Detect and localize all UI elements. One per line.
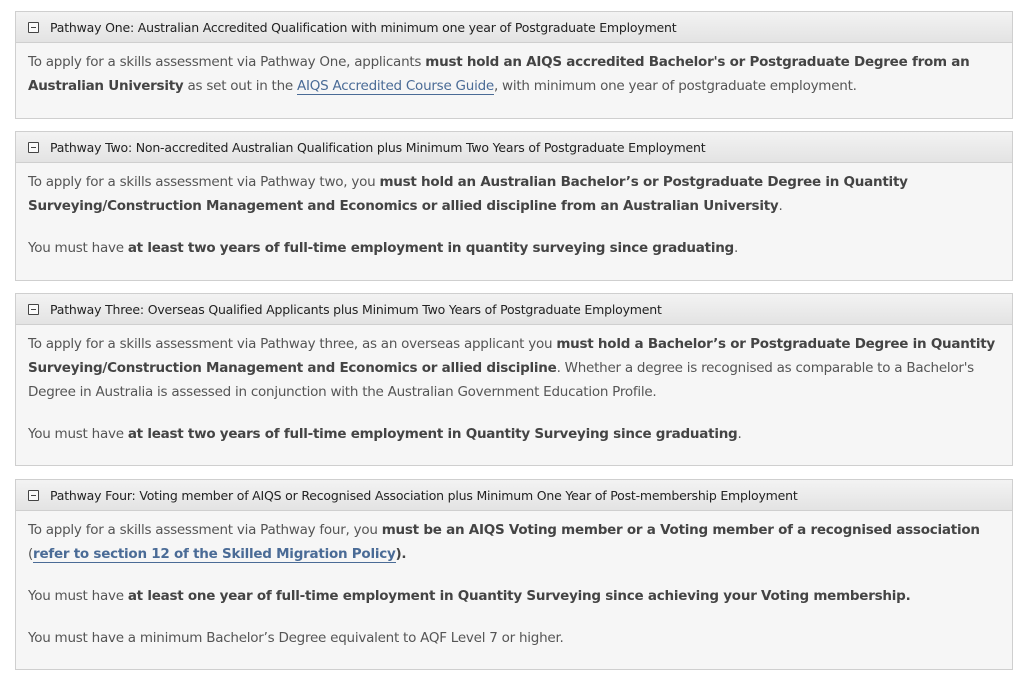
pathway-four-title: Pathway Four: Voting member of AIQS or Recognised Association plus Minimum One Year of Post-membership Employment (50, 487, 798, 503)
collapse-icon[interactable] (28, 22, 39, 33)
pathway-two-paragraph-2: You must have at least two years of full-time employment in quantity surveying since graduating. (28, 240, 739, 256)
pathway-four-paragraph-1: To apply for a skills assessment via Pathway four, you must be an AIQS Voting member or a Voting member of a recognised association (refer to section 12 of the Skilled Migration Policy). (28, 522, 980, 562)
skilled-migration-policy-link[interactable]: refer to section 12 of the Skilled Migration Policy (33, 546, 396, 562)
pathway-one-body (16, 43, 1012, 98)
pathway-three-title: Pathway Three: Overseas Qualified Applicants plus Minimum Two Years of Postgraduate Employment (50, 301, 662, 317)
pathway-three-panel (15, 293, 1013, 466)
pathway-one-title: Pathway One: Australian Accredited Qualification with minimum one year of Postgraduate Employment (50, 19, 677, 35)
pathway-two-body (16, 163, 1012, 260)
pathway-four-paragraph-3: You must have a minimum Bachelor’s Degree equivalent to AQF Level 7 or higher. (28, 630, 564, 646)
pathway-three-paragraph-1: To apply for a skills assessment via Pathway three, as an overseas applicant you must hold a Bachelor’s or Postgraduate Degree in Quantity Surveying/Construction Management and Economics or allied discipline. Whether a degree is recognised as comparable to a Bachelor's Degree in Australia is assessed in conjunction with the Australian Government Education Profile. (28, 336, 995, 400)
pathway-three-header[interactable] (16, 294, 1012, 325)
pathway-three-body (16, 325, 1012, 446)
pathway-four-paragraph-2: You must have at least one year of full-time employment in Quantity Surveying since achieving your Voting membership. (28, 588, 911, 604)
pathway-two-panel (15, 131, 1013, 281)
pathway-one-panel (15, 11, 1013, 119)
pathway-four-panel (15, 479, 1013, 670)
accredited-course-guide-link[interactable]: AIQS Accredited Course Guide (297, 78, 494, 94)
collapse-icon[interactable] (28, 490, 39, 501)
pathway-three-paragraph-2: You must have at least two years of full-time employment in Quantity Surveying since graduating. (28, 426, 742, 442)
pathway-four-body (16, 511, 1012, 650)
pathway-two-paragraph-1: To apply for a skills assessment via Pathway two, you must hold an Australian Bachelor’s or Postgraduate Degree in Quantity Surveying/Construction Management and Economics or allied discipline from an Australian University. (28, 174, 908, 214)
pathway-one-header[interactable] (16, 12, 1012, 43)
pathway-four-header[interactable] (16, 480, 1012, 511)
pathway-two-title: Pathway Two: Non-accredited Australian Qualification plus Minimum Two Years of Postgraduate Employment (50, 139, 706, 155)
pathway-two-header[interactable] (16, 132, 1012, 163)
collapse-icon[interactable] (28, 304, 39, 315)
collapse-icon[interactable] (28, 142, 39, 153)
pathway-one-paragraph: To apply for a skills assessment via Pathway One, applicants must hold an AIQS accredited Bachelor's or Postgraduate Degree from an Australian University as set out in the AIQS Accredited Course Guide, with minimum one year of postgraduate employment. (28, 54, 970, 94)
